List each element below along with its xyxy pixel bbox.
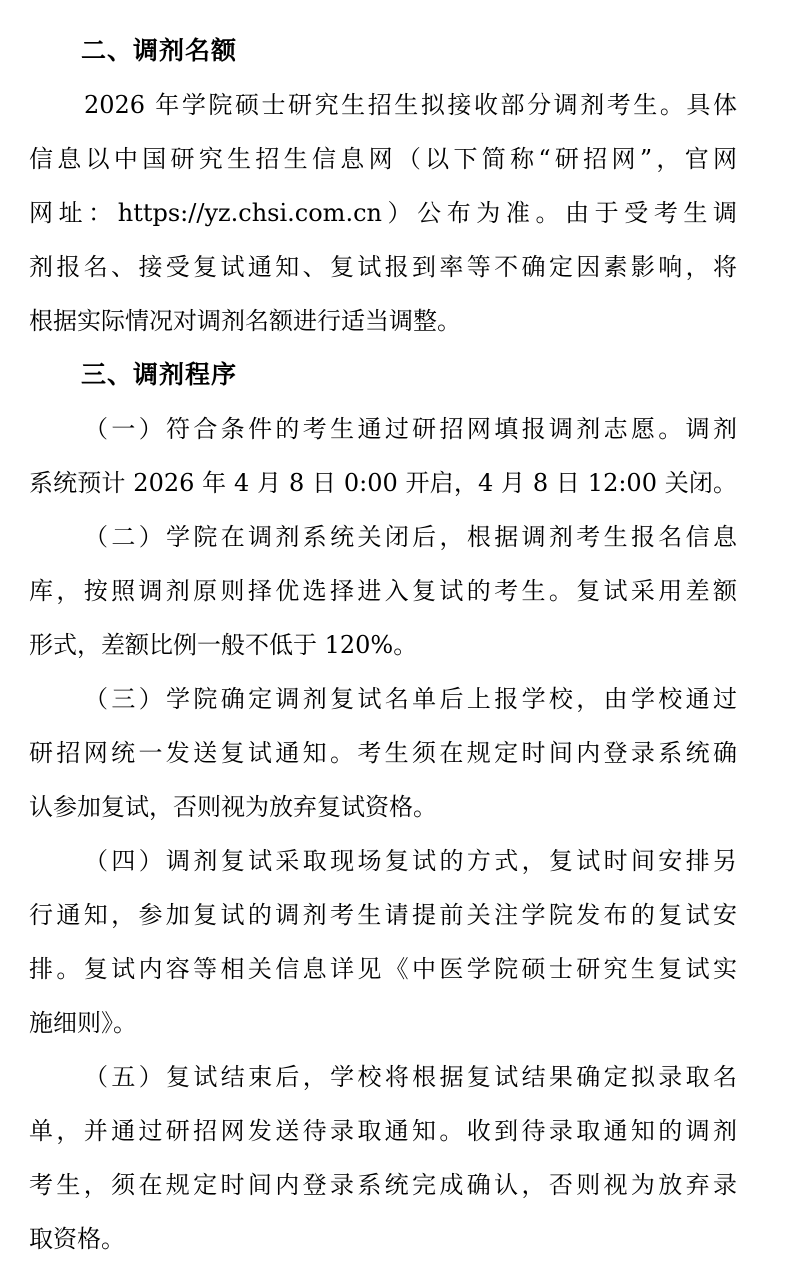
paragraph-line: 考生，须在规定时间内登录系统完成确认，否则视为放弃录 [29,1171,737,1199]
paragraph-line: 施细则》。 [29,1009,137,1037]
paragraph-line: 研招网统一发送复试通知。考生须在规定时间内登录系统确 [29,739,737,767]
paragraph-line: 单，并通过研招网发送待录取通知。收到待录取通知的调剂 [29,1117,737,1145]
procedure-item-4 [29,834,737,1050]
paragraph-line: （三）学院确定调剂复试名单后上报学校，由学校通过 [84,685,737,713]
paragraph-line: （二）学院在调剂系统关闭后，根据调剂考生报名信息 [84,523,737,551]
paragraph-line: 行通知，参加复试的调剂考生请提前关注学院发布的复试安 [29,901,737,929]
paragraph-line: （四）调剂复试采取现场复试的方式，复试时间安排另 [84,847,737,875]
paragraph-line: 网址：https://yz.chsi.com.cn）公布为准。由于受考生调 [29,199,737,227]
paragraph-line: 系统预计 2026 年 4 月 8 日 0:00 开启，4 月 8 日 12:00 关闭。 [29,469,737,497]
paragraph-line: 根据实际情况对调剂名额进行适当调整。 [29,307,461,335]
procedure-item-3 [29,672,737,834]
document-body [29,24,737,1266]
procedure-item-2 [29,510,737,672]
paragraph-line: 排。复试内容等相关信息详见《中医学院硕士研究生复试实 [29,955,737,983]
paragraph-line: （一）符合条件的考生通过研招网填报调剂志愿。调剂 [84,415,737,443]
paragraph-line: 信息以中国研究生招生信息网（以下简称“研招网”，官网 [29,145,737,173]
paragraph-line: 取资格。 [29,1225,125,1253]
paragraph-line: 库，按照调剂原则择优选择进入复试的考生。复试采用差额 [29,577,737,605]
paragraph-line: 剂报名、接受复试通知、复试报到率等不确定因素影响，将 [29,253,737,281]
section-heading-quota: 二、调剂名额 [81,36,238,65]
procedure-item-1 [29,402,737,510]
section-heading-procedure: 三、调剂程序 [81,360,238,389]
paragraph-line: （五）复试结束后，学校将根据复试结果确定拟录取名 [84,1063,737,1091]
paragraph-line: 认参加复试，否则视为放弃复试资格。 [29,793,437,821]
paragraph-line: 形式，差额比例一般不低于 120%。 [29,631,418,659]
paragraph-quota [29,78,737,348]
paragraph-line: 2026 年学院硕士研究生招生拟接收部分调剂考生。具体 [84,91,737,119]
procedure-item-5 [29,1050,737,1266]
